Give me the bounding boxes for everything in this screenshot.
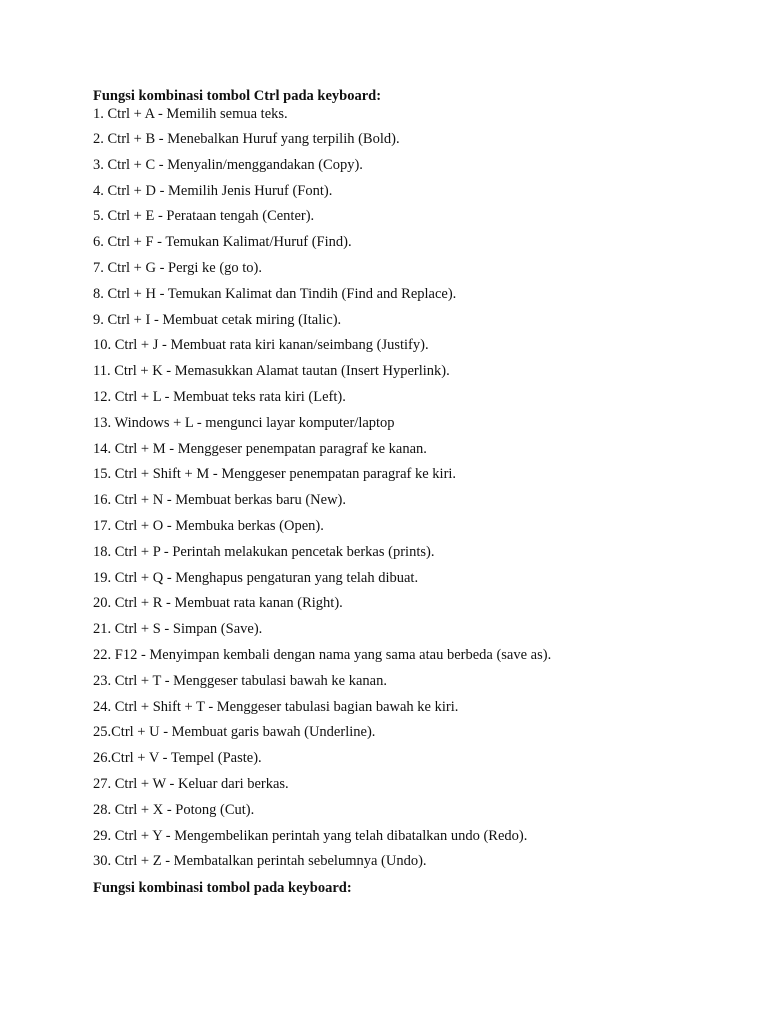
section-heading-ctrl-shortcuts: Fungsi kombinasi tombol Ctrl pada keyboard: xyxy=(93,88,382,104)
shortcut-list xyxy=(93,107,733,875)
list-item: 13. Windows + L - mengunci layar komputer/laptop xyxy=(93,414,395,431)
list-item: 28. Ctrl + X - Potong (Cut). xyxy=(93,801,255,818)
list-item: 27. Ctrl + W - Keluar dari berkas. xyxy=(93,775,289,792)
list-item: 8. Ctrl + H - Temukan Kalimat dan Tindih (Find and Replace). xyxy=(93,285,457,302)
list-item: 15. Ctrl + Shift + M - Menggeser penempatan paragraf ke kiri. xyxy=(93,466,457,483)
list-item: 14. Ctrl + M - Menggeser penempatan paragraf ke kanan. xyxy=(93,440,427,457)
list-item: 29. Ctrl + Y - Mengembelikan perintah yang telah dibatalkan undo (Redo). xyxy=(93,827,528,844)
list-item: 30. Ctrl + Z - Membatalkan perintah sebelumnya (Undo). xyxy=(93,853,427,870)
document-page xyxy=(93,85,733,899)
list-item: 18. Ctrl + P - Perintah melakukan pencetak berkas (prints). xyxy=(93,543,435,560)
list-item: 19. Ctrl + Q - Menghapus pengaturan yang telah dibuat. xyxy=(93,569,419,586)
list-item: 10. Ctrl + J - Membuat rata kiri kanan/seimbang (Justify). xyxy=(93,337,429,354)
list-item: 6. Ctrl + F - Temukan Kalimat/Huruf (Find). xyxy=(93,234,352,251)
list-item: 23. Ctrl + T - Menggeser tabulasi bawah ke kanan. xyxy=(93,672,387,689)
list-item: 3. Ctrl + C - Menyalin/menggandakan (Copy). xyxy=(93,156,363,173)
list-item: 12. Ctrl + L - Membuat teks rata kiri (Left). xyxy=(93,388,346,405)
list-item: 5. Ctrl + E - Perataan tengah (Center). xyxy=(93,208,315,225)
list-item: 21. Ctrl + S - Simpan (Save). xyxy=(93,621,263,638)
list-item: 17. Ctrl + O - Membuka berkas (Open). xyxy=(93,517,324,534)
list-item: 25.Ctrl + U - Membuat garis bawah (Underline). xyxy=(93,724,376,741)
list-item: 4. Ctrl + D - Memilih Jenis Huruf (Font). xyxy=(93,182,333,199)
list-item: 20. Ctrl + R - Membuat rata kanan (Right). xyxy=(93,595,343,612)
list-item: 24. Ctrl + Shift + T - Menggeser tabulasi bagian bawah ke kiri. xyxy=(93,698,459,715)
list-item: 16. Ctrl + N - Membuat berkas baru (New). xyxy=(93,492,346,509)
list-item: 22. F12 - Menyimpan kembali dengan nama yang sama atau berbeda (save as). xyxy=(93,646,552,663)
section-heading-keyboard-shortcuts: Fungsi kombinasi tombol pada keyboard: xyxy=(93,880,352,897)
list-item: 2. Ctrl + B - Menebalkan Huruf yang terpilih (Bold). xyxy=(93,131,400,147)
list-item: 9. Ctrl + I - Membuat cetak miring (Italic). xyxy=(93,311,342,328)
list-item: 26.Ctrl + V - Tempel (Paste). xyxy=(93,750,262,767)
list-item: 1. Ctrl + A - Memilih semua teks. xyxy=(93,106,288,122)
list-item: 11. Ctrl + K - Memasukkan Alamat tautan (Insert Hyperlink). xyxy=(93,363,450,380)
list-item: 7. Ctrl + G - Pergi ke (go to). xyxy=(93,259,263,276)
